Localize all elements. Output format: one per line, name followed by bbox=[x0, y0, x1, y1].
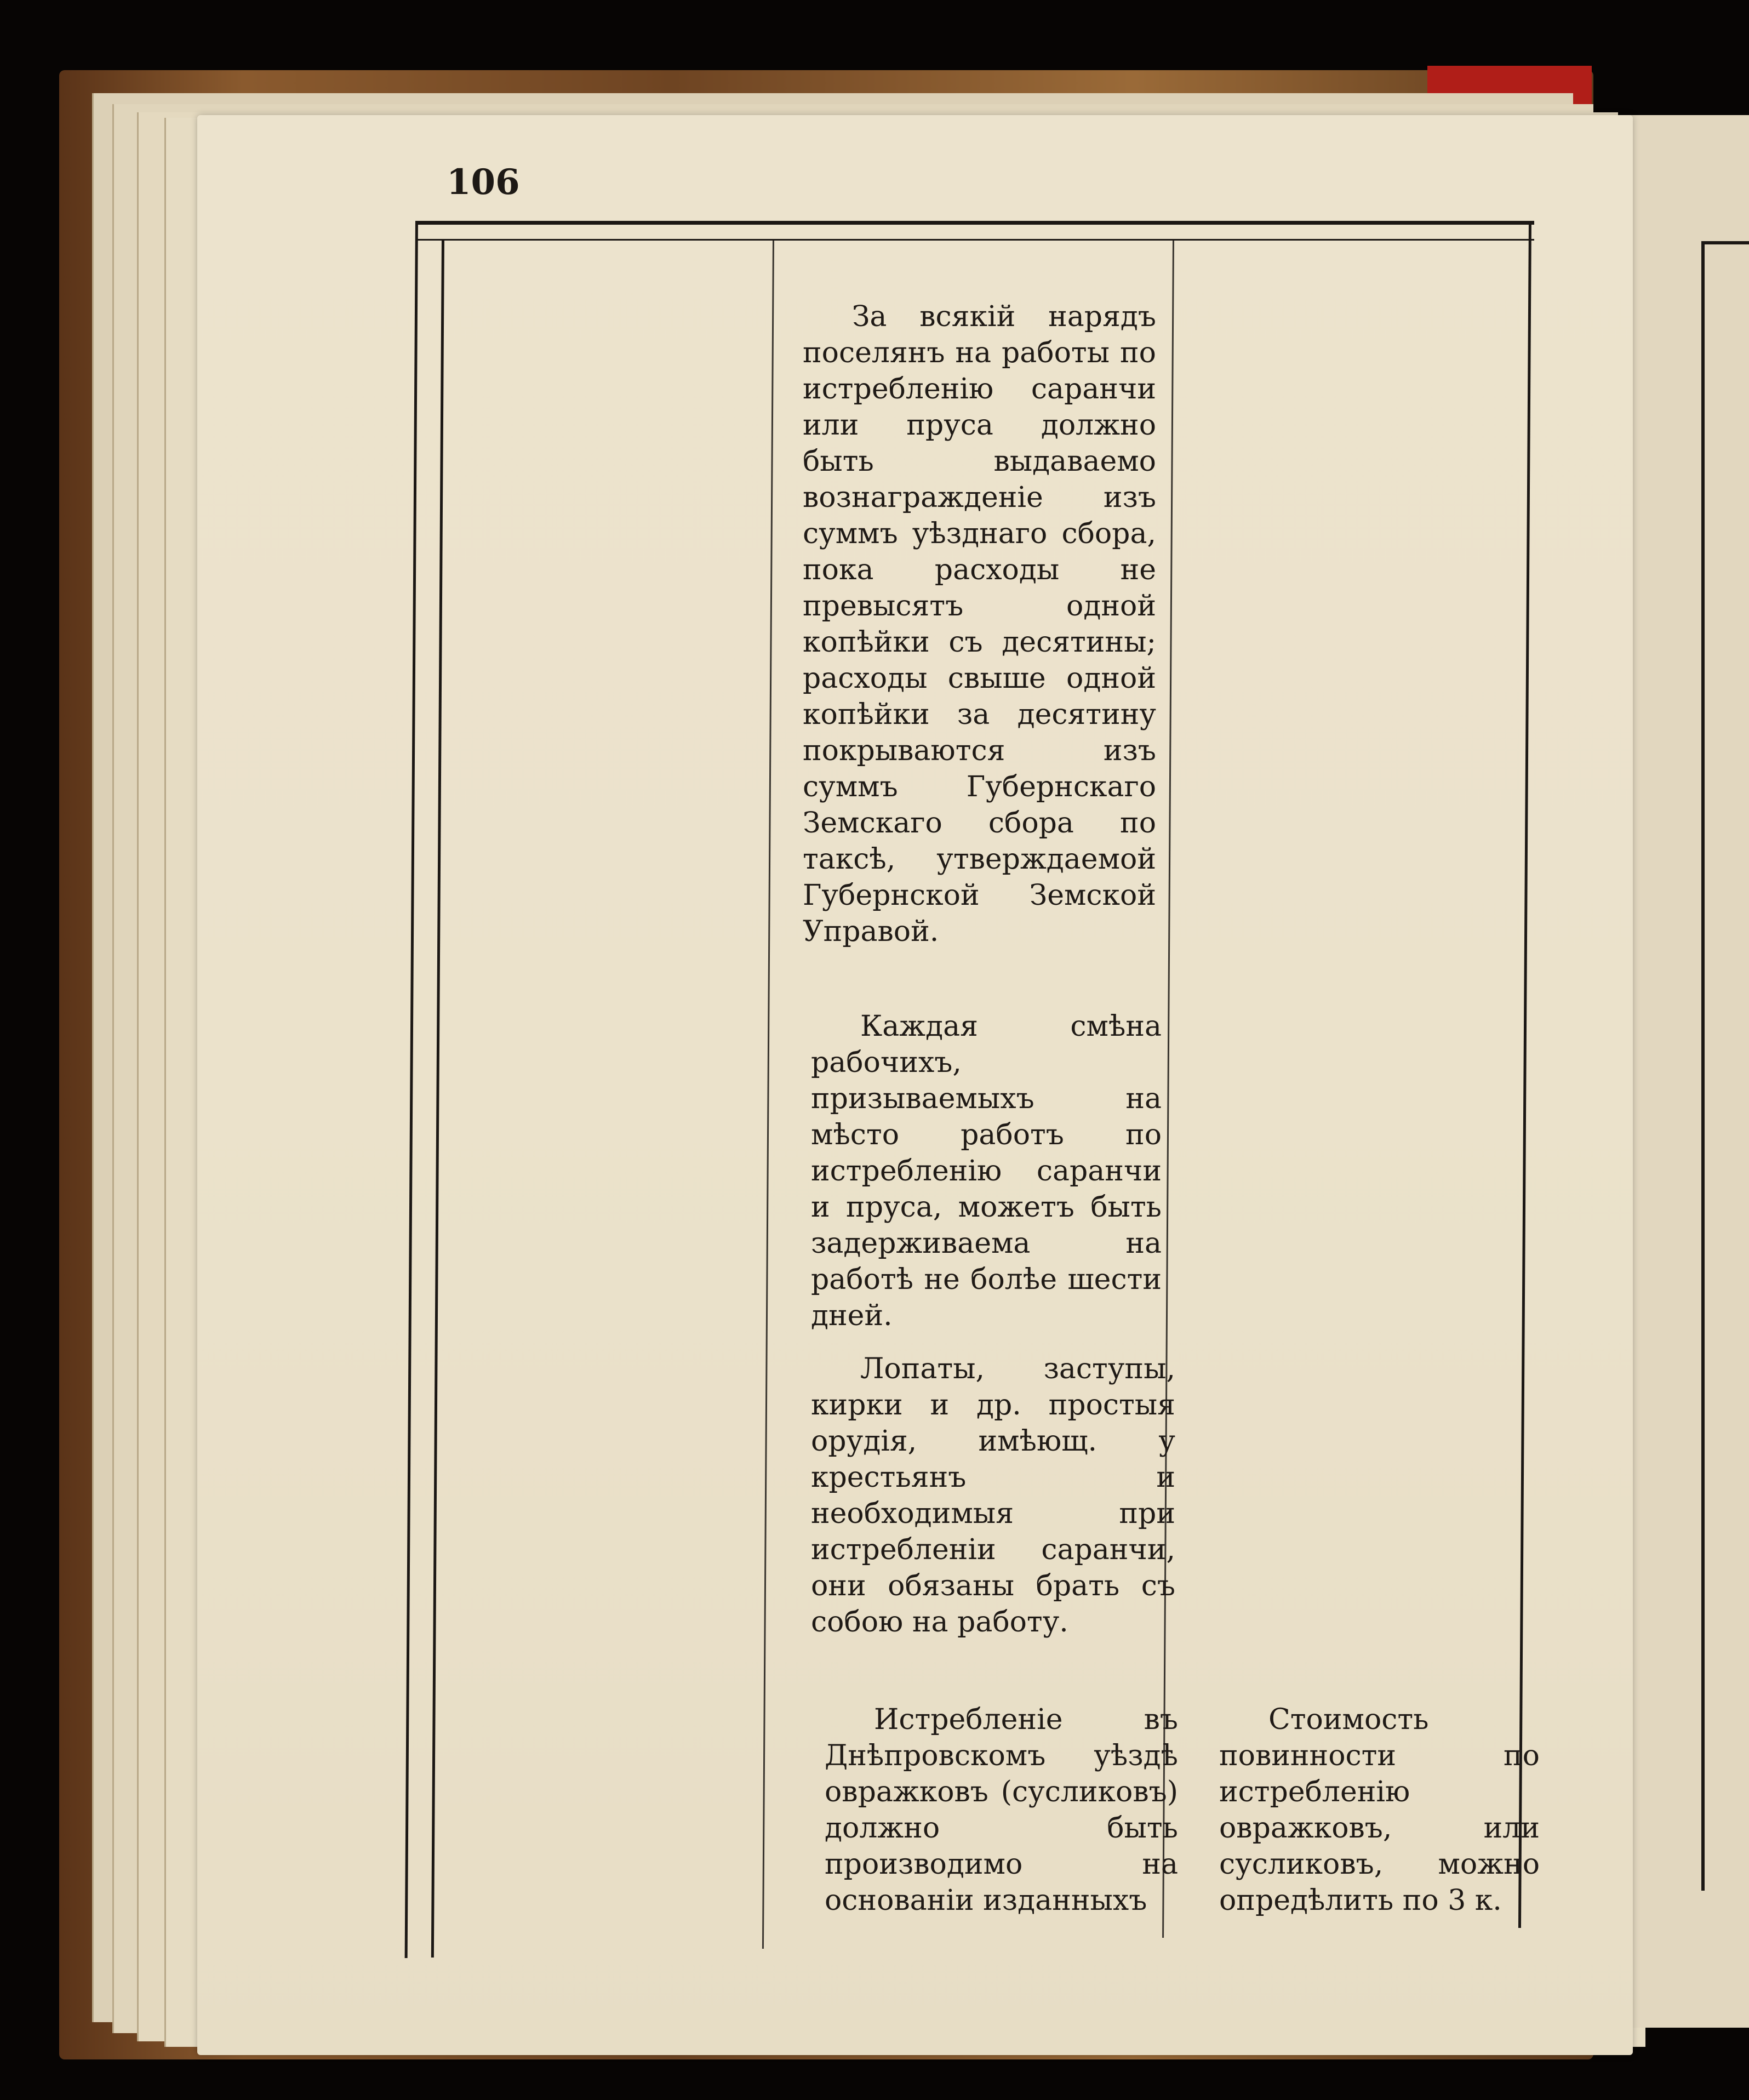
paragraph-text: Стоимость повинности по истребленію овражковъ, или сусликовъ, можно опредѣлить по 3 к. bbox=[1219, 1703, 1540, 1917]
facing-page-top-rule bbox=[1701, 241, 1749, 244]
facing-page-edge bbox=[1619, 115, 1749, 2028]
facing-page-rule bbox=[1701, 241, 1705, 1891]
paragraph-text: За всякій нарядъ поселянъ на работы по истребленію саранчи или пруса должно быть выдаваемо вознагражденіе изъ суммъ уѣзднаго сбора, пока расходы не превысятъ одной копѣйки съ десятины; расходы свыше одной копѣйки за десятину покрываются изъ суммъ Губернскаго Земскаго сбора по таксѣ, утверждаемой Губернской Земской Управой. bbox=[803, 300, 1156, 948]
paragraph-text: Лопаты, заступы, кирки и др. простыя орудія, имѣющ. у крестьянъ и необходимыя при истребленіи саранчи, они обязаны брать съ собою на работу. bbox=[811, 1353, 1175, 1639]
middle-column-paragraph-4 bbox=[825, 1702, 1178, 1919]
middle-column-paragraph-1 bbox=[803, 299, 1156, 950]
paragraph-text: Истребленіе въ Днѣпровскомъ уѣздѣ овражковъ (сусликовъ) должно быть производимо на основаніи изданныхъ bbox=[825, 1703, 1178, 1917]
middle-column-paragraph-3 bbox=[811, 1351, 1175, 1640]
middle-column-paragraph-2 bbox=[811, 1008, 1162, 1334]
table-top-rule bbox=[415, 221, 1534, 225]
table-top-rule-thin bbox=[418, 239, 1534, 241]
paragraph-text: Каждая смѣна рабочихъ, призываемыхъ на мѣсто работъ по истребленію саранчи и пруса, можетъ быть задерживаема на работѣ не болѣе шести дней. bbox=[811, 1010, 1162, 1332]
page-number: 106 bbox=[447, 162, 520, 203]
right-column-paragraph-1 bbox=[1219, 1702, 1540, 1919]
